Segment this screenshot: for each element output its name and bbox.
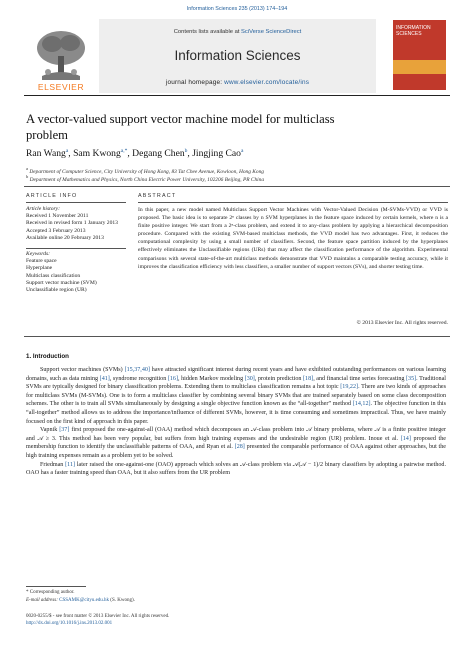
publisher-name: ELSEVIER [37,82,85,92]
keyword: Hyperplane [26,265,53,272]
keyword: Multiclass classification [26,272,81,279]
author-affiliation-marker[interactable]: a,* [120,148,128,154]
citation-link[interactable]: [37] [59,427,70,434]
article-title [26,111,446,143]
citation-link[interactable]: [14,12] [352,401,371,408]
citation-link[interactable]: [28] [234,444,245,451]
keywords-block [26,251,126,294]
paragraph: Friedman [11] later raised the one-against-one (OAO) approach which solves an 𝒜-class problem via 𝒜(𝒜 − 1)/2 binary classifiers by adopting a pairwise method. OAO has a faster training speed than OAA, but it also suffers from the UR problem [26,461,446,477]
citation-link[interactable]: [35] [406,375,417,382]
footnote-rule [26,586,86,587]
paragraph: Vapnik [37] first proposed the one-against-all (OAA) method which decomposes an 𝒜-class problem into 𝒜 binary problems, where 𝒜 is a finite positive integer and 𝒜 ≥ 3. This method has been very popular, but suffers from high training expenses and the undesirable region (UR) problem. Inoue et al. [14] proposed the membership function to identify the unclassifiable patterns of OAA, and Ryan et al. [28] presented the comparable performance of OAA against other approaches, but the high training expenses remain as a problem yet to be solved. [26,427,446,459]
affiliation-rule [24,186,450,187]
cover-band [393,60,446,74]
doi-prefix[interactable]: http://dx.doi.org/ [26,621,60,626]
citation-link[interactable]: [11] [65,461,76,468]
cover-title: INFORMATION SCIENCES [396,25,431,37]
introduction-body [26,366,446,478]
abstract-text: In this paper, a new model named Multiclass Support Vector Machines with Vector-Valued Decision (M-SVMs-VVD) or VVD is proposed. The basic idea is to separate 2ⁿ classes by n SVM hyperplanes in the feature space induced by certain kernels, where n is a finite positive integer. We start from a 2ⁿ-class problem, and extend it to any-class problem by applying a hierarchical decomposition procedure. Compared with the existing SVM-based multiclass methods, the VVD model has two advantages. First, it reduces the computational complexity by using a small number of classifiers. Second, the feature space partition induced by the hyperplanes effectively eliminates the Unclassifiable regions (URs) that may affect the classification performance of the algorithm. Experimental comparisons with several state-of-the-art multiclass methods demonstrate that VVD maintains a comparable testing accuracy, while it improves the classification efficiency with less classifiers, a smaller number of support vectors (SVs), and shorter testing time. [138,207,448,270]
abstract-heading: ABSTRACT [138,193,177,199]
citation-link[interactable]: [30] [244,375,255,382]
homepage-prefix: journal homepage: [165,79,225,86]
citation-link[interactable]: [16] [167,375,178,382]
keyword: Support vector machine (SVM) [26,279,97,286]
corresponding-author-note: * Corresponding author. [26,590,75,595]
affiliation-text: Department of Mathematics and Physics, North China Electric Power University, 102206 Beijing, PR China [29,176,265,183]
journal-masthead [99,19,376,93]
affiliation-marker: b [26,174,29,179]
journal-header [24,19,450,99]
journal-homepage [99,79,376,86]
article-info-rule [26,202,126,203]
email-suffix: (S. Kwong). [109,598,135,603]
email-link[interactable]: CSSAMK@cityu.edu.hk [59,598,110,603]
author-name[interactable]: Ran Wang [26,148,66,160]
abstract-rule [138,202,448,203]
citation-link[interactable]: [19,22] [340,384,359,391]
paragraph: Support vector machines (SVMs) [15,37,40] have attracted significant interest during recent years and have exhibited outstanding performances on various learning domains, such as data mining [41], syndrome recognition [16], hidden Markov modeling [30], protein prediction [18], and financial time series forecasting [35]. Traditional SVMs are typically designed for binary classification problems. Extending them to multiclass classification remains a hot topic [19,22]. There are two kinds of approaches for multiclass SVMs (M-SVMs). One is to form a multiclass classifier by combining several binary SVMs that are trained separately based on some class decomposition schemes. The other is to train all SVMs simultaneously by designing a single objective function known as the “all-together” method [14,12]. The objective function in this “all-together” method allows us to address the importance/influence of different SVMs, however, it is time consuming and sometimes impractical. Thus, we have mainly focused on the first kind of approach in this paper. [26,367,446,425]
author-affiliation-marker[interactable]: b [184,148,188,154]
journal-title: Information Sciences [174,48,301,63]
article-info-heading: ARTICLE INFO [26,193,78,199]
history-item: Received in revised form 1 January 2013 [26,220,118,227]
citation-link[interactable]: [15,37,40] [124,367,150,373]
copyright-notice: © 2013 Elsevier Inc. All rights reserved. [356,320,448,326]
author-name[interactable]: Sam Kwong [73,148,121,160]
history-item: Received 1 November 2011 [26,213,89,220]
sciencedirect-link[interactable]: SciVerse ScienceDirect [241,29,302,35]
email-label: E-mail address: [26,598,60,603]
doi-link[interactable]: 10.1016/j.ins.2013.02.001 [59,621,113,626]
history-item: Accepted 3 February 2013 [26,227,86,234]
homepage-link[interactable]: www.elsevier.com/locate/ins [224,79,310,86]
abstract-bottom-rule [24,336,450,337]
author-name[interactable]: Degang Chen [132,148,185,160]
availability-prefix: Contents lists available at [173,29,242,35]
contents-availability [99,29,376,35]
keyword: Unclassifiable region (UR) [26,287,87,294]
author-name[interactable]: Jingjing Cao [192,148,241,160]
author-list: Ran Wang$^a$, Sam Kwong$^{a,*}$, Degang Chen$^b$, Jingjing Cao$^a$ [26,148,244,160]
journal-cover-thumbnail [393,20,446,90]
header-band [24,19,450,93]
author-affiliation-marker[interactable]: a [240,148,244,154]
author-affiliation-marker[interactable]: a [65,148,69,154]
citation-link[interactable]: [14] [400,435,411,442]
section-heading: 1. Introduction [26,353,69,360]
keyword: Feature space [26,258,57,265]
affiliation-marker: a [26,166,28,171]
title-line-2: problem [26,128,68,142]
header-rule [24,95,450,96]
history-item: Available online 20 February 2013 [26,234,104,241]
author-email [26,598,135,603]
issn-line: 0020-0255/$ - see front matter © 2013 Elsevier Inc. All rights reserved. [26,614,170,619]
page-citation[interactable]: Information Sciences 235 (2013) 174–194 [186,6,288,12]
keywords-label: Keywords: [26,251,51,257]
article-history [26,206,126,242]
citation-link[interactable]: [41] [99,375,110,382]
doi-line [26,621,112,626]
keywords-rule [26,248,126,249]
history-label: Article history: [26,206,61,212]
affiliation [26,174,446,183]
title-line-1: A vector-valued support vector machine model for multiclass [26,112,335,126]
affiliation-text: Department of Computer Science, City University of Hong Kong, 83 Tat Chee Avenue, Kowloon, Hong Kong [29,168,264,175]
elsevier-tree-logo [32,26,90,88]
citation-link[interactable]: [18] [303,375,314,382]
